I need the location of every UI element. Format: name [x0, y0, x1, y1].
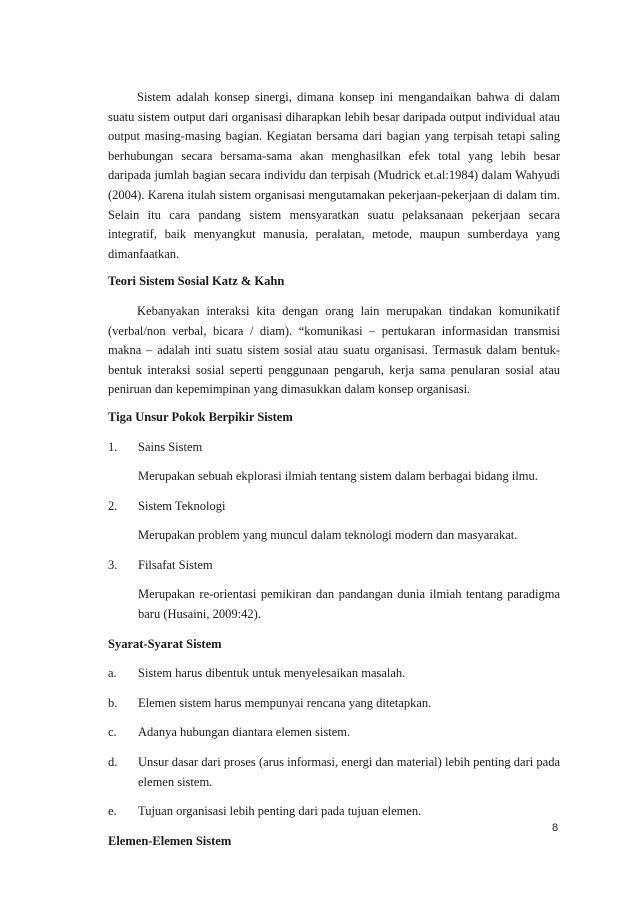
list-item	[108, 694, 560, 714]
list-item-text: Unsur dasar dari proses (arus informasi, energi dan material) lebih penting dari pada elemen sistem.	[138, 755, 560, 789]
list-item-title: Filsafat Sistem	[138, 557, 213, 572]
list-item	[108, 556, 560, 576]
page-number: 8	[552, 822, 559, 834]
list-marker: 2.	[108, 498, 118, 513]
list-item	[108, 753, 560, 792]
heading-tiga-unsur: Tiga Unsur Pokok Berpikir Sistem	[108, 409, 293, 424]
list-item-description: Merupakan re-orientasi pemikiran dan pandangan dunia ilmiah tentang paradigma baru (Husaini, 2009:42).	[138, 587, 560, 622]
heading-katz-kahn: Teori Sistem Sosial Katz & Kahn	[108, 274, 285, 289]
list-marker: b.	[108, 695, 118, 710]
heading-elemen: Elemen-Elemen Sistem	[108, 833, 232, 848]
katz-paragraph: Kebanyakan interaksi kita dengan orang lain merupakan tindakan komunikatif (verbal/non verbal, bicara / diam). “komunikasi – pertukaran informasidan transmisi makna – adalah inti suatu sistem sosial atau suatu organisasi. Termasuk dalam bentuk-bentuk interaksi sosial seperti penggunaan pengaruh, kerja sama penularan sosial atau peniruan dan kepemimpinan yang dimasukkan dalam konsep organisasi.	[108, 303, 560, 397]
list-item-description: Merupakan problem yang muncul dalam teknologi modern dan masyarakat.	[138, 528, 518, 543]
list-item	[108, 664, 560, 684]
list-marker: c.	[108, 725, 117, 740]
list-marker: d.	[108, 755, 118, 770]
list-item-text: Tujuan organisasi lebih penting dari pada tujuan elemen.	[138, 804, 422, 819]
list-item	[108, 438, 560, 458]
list-item	[108, 802, 560, 822]
list-item-title: Sistem Teknologi	[138, 498, 226, 513]
list-item-description: Merupakan sebuah ekplorasi ilmiah tentang sistem dalam berbagai bidang ilmu.	[138, 469, 538, 484]
list-marker: e.	[108, 804, 117, 819]
list-item-text: Sistem harus dibentuk untuk menyelesaikan masalah.	[138, 666, 406, 681]
list-item	[108, 497, 560, 517]
list-marker: 3.	[108, 557, 118, 572]
list-marker: a.	[108, 666, 117, 681]
list-item-text: Adanya hubungan diantara elemen sistem.	[138, 725, 351, 740]
list-item	[108, 723, 560, 743]
list-item-text: Elemen sistem harus mempunyai rencana yang ditetapkan.	[138, 695, 432, 710]
list-item-title: Sains Sistem	[138, 439, 203, 454]
heading-syarat: Syarat-Syarat Sistem	[108, 636, 222, 651]
intro-paragraph: Sistem adalah konsep sinergi, dimana konsep ini mengandaikan bahwa di dalam suatu sistem output dari organisasi diharapkan lebih besar daripada output individual atau output masing-masing bagian. Kegiatan bersama dari bagian yang terpisah tetapi saling berhubungan secara bersama-sama akan menghasilkan efek total yang lebih besar daripada jumlah bagian secara individu dan terpisah (Mudrick et.al:1984) dalam Wahyudi (2004). Karena itulah sistem organisasi mengutamakan pekerjaan-pekerjaan di dalam tim. Selain itu cara pandang sistem mensyaratkan suatu pelaksanaan pekerjaan secara integratif, baik menyangkut manusia, peralatan, metode, maupun sumberdaya yang dimanfaatkan.	[108, 90, 560, 261]
list-marker: 1.	[108, 439, 118, 454]
